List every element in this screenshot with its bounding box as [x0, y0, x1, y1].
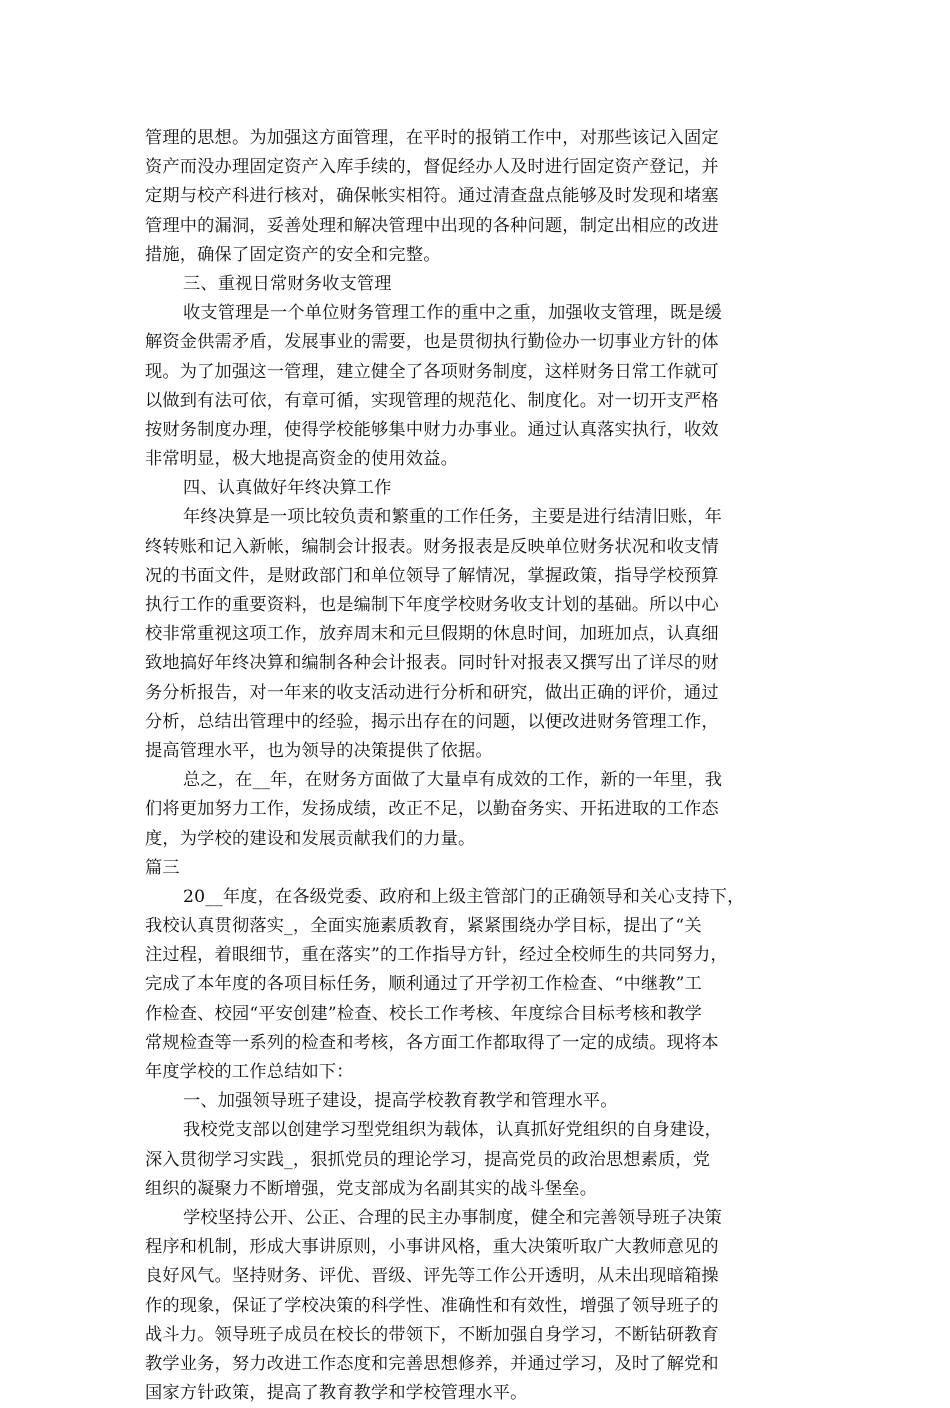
text-line: 终转账和记入新帐，编制会计报表。财务报表是反映单位财务状况和收支情 — [145, 536, 719, 557]
text-line: 收支管理是一个单位财务管理工作的重中之重，加强收支管理，既是缓 — [183, 303, 723, 324]
text-line: 管理的思想。为加强这方面管理，在平时的报销工作中，对那些该记入固定 — [145, 128, 719, 148]
text-line: 分析，总结出管理中的经验，揭示出存在的问题，以便改进财务管理工作， — [145, 711, 719, 732]
section-heading: 四、认真做好年终决算工作 — [183, 478, 392, 499]
text-line: 完成了本年度的各项目标任务，顺利通过了开学初工作检查、“中继教”工 — [145, 974, 702, 995]
text-line: 务分析报告，对一年来的收支活动进行分析和研究，做出正确的评价，通过 — [145, 682, 719, 703]
text-line: 我校认真贯彻落实_，全面实施素质教育，紧紧围绕办学目标，提出了“关 — [145, 916, 702, 937]
text-line: 年终决算是一项比较负责和繁重的工作任务，主要是进行结清旧账，年 — [183, 507, 723, 528]
text-line: 教学业务，努力改进工作态度和完善思想修养，并通过学习，及时了解党和 — [145, 1353, 719, 1374]
text-line: 提高管理水平，也为领导的决策提供了依据。 — [145, 740, 493, 761]
text-line: 非常明显，极大地提高资金的使用效益。 — [145, 449, 458, 470]
text-line: 程序和机制，形成大事讲原则，小事讲风格，重大决策听取广大教师意见的 — [145, 1237, 719, 1258]
text-line: 解资金供需矛盾，发展事业的需要，也是贯彻执行勤俭办一切事业方针的体 — [145, 332, 719, 353]
text-line: 资产而没办理固定资产入库手续的，督促经办人及时进行固定资产登记，并 — [145, 157, 719, 178]
document-body — [145, 124, 810, 1408]
text-line: 作检查、校园“平安创建”检查、校长工作考核、年度综合目标考核和教学 — [145, 1003, 702, 1024]
section-heading: 三、重视日常财务收支管理 — [183, 273, 392, 294]
text-line: 常规检查等一系列的检查和考核，各方面工作都取得了一定的成绩。现将本 — [145, 1032, 719, 1053]
text-line: 况的书面文件，是财政部门和单位领导了解情况，掌握政策，指导学校预算 — [145, 565, 719, 586]
text-line: 按财务制度办理，使得学校能够集中财力办事业。通过认真落实执行，收效 — [145, 419, 719, 440]
text-line: 致地搞好年终决算和编制各种会计报表。同时针对报表又撰写出了详尽的财 — [145, 653, 719, 674]
text-line: 作的现象，保证了学校决策的科学性、准确性和有效性，增强了领导班子的 — [145, 1295, 719, 1316]
text-line: 组织的凝聚力不断增强，党支部成为名副其实的战斗堡垒。 — [145, 1178, 598, 1199]
text-line: 度，为学校的建设和发展贡献我们的力量。 — [145, 828, 476, 849]
text-line: 深入贯彻学习实践_，狠抓党员的理论学习，提高党员的政治思想素质，党 — [145, 1149, 711, 1170]
text-line: 现。为了加强这一管理，建立健全了各项财务制度，这样财务日常工作就可 — [145, 361, 719, 382]
text-line: 年度学校的工作总结如下： — [145, 1062, 354, 1082]
text-line: 管理中的漏洞，妥善处理和解决管理中出现的各种问题，制定出相应的改进 — [145, 215, 719, 236]
part-heading: 篇三 — [145, 857, 180, 878]
section-heading: 一、加强领导班子建设，提高学校教育教学和管理水平。 — [183, 1091, 618, 1112]
text-line: 战斗力。领导班子成员在校长的带领下，不断加强自身学习，不断钻研教育 — [145, 1324, 719, 1345]
text-line: 20__年度，在各级党委、政府和上级主管部门的正确领导和关心支持下， — [183, 886, 745, 907]
text-line: 注过程，着眼细节，重在落实”的工作指导方针，经过全校师生的共同努力， — [145, 945, 728, 966]
text-line: 国家方针政策，提高了教育教学和学校管理水平。 — [145, 1383, 528, 1404]
text-line: 总之，在__年，在财务方面做了大量卓有成效的工作，新的一年里，我 — [183, 770, 723, 791]
text-line: 我校党支部以创建学习型党组织为载体，认真抓好党组织的自身建设， — [183, 1120, 723, 1141]
text-line: 学校坚持公开、公正、合理的民主办事制度，健全和完善领导班子决策 — [183, 1207, 723, 1228]
text-line: 措施，确保了固定资产的安全和完整。 — [145, 244, 441, 265]
text-line: 们将更加努力工作，发扬成绩，改正不足，以勤奋务实、开拓进取的工作态 — [145, 799, 719, 820]
text-line: 良好风气。坚持财务、评优、晋级、评先等工作公开透明，从未出现暗箱操 — [145, 1266, 719, 1287]
text-line: 以做到有法可依，有章可循，实现管理的规范化、制度化。对一切开支严格 — [145, 390, 719, 411]
text-line: 校非常重视这项工作，放弃周末和元旦假期的休息时间，加班加点，认真细 — [145, 624, 719, 645]
text-line: 定期与校产科进行核对，确保帐实相符。通过清查盘点能够及时发现和堵塞 — [145, 186, 719, 207]
text-line: 执行工作的重要资料，也是编制下年度学校财务收支计划的基础。所以中心 — [145, 595, 719, 615]
